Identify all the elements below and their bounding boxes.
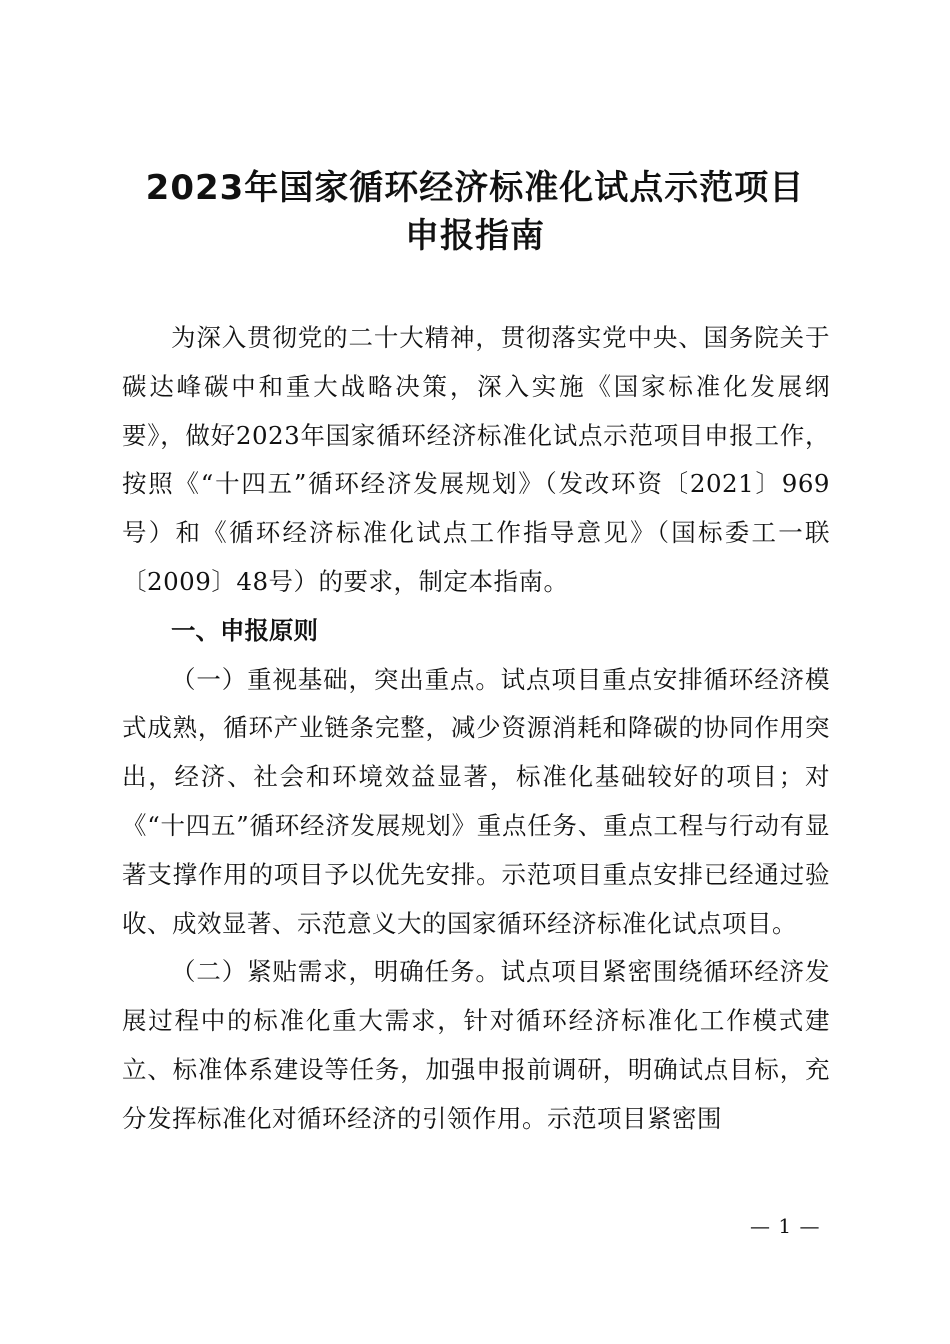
document-title-line-2: 申报指南 xyxy=(405,216,545,256)
section-heading-principles: 一、申报原则 xyxy=(171,615,318,645)
document-body xyxy=(122,314,830,1144)
principle-paragraph-2: （二）紧贴需求，明确任务。试点项目紧密围绕循环经济发展过程中的标准化重大需求，针对循环经济标准化工作模式建立、标准体系建设等任务，加强申报前调研，明确试点目标，充分发挥标准化对循环经济的引领作用。示范项目紧密围 xyxy=(122,957,830,1133)
intro-paragraph: 为深入贯彻党的二十大精神，贯彻落实党中央、国务院关于碳达峰碳中和重大战略决策，深入实施《国家标准化发展纲要》，做好2023年国家循环经济标准化试点示范项目申报工作，按照《“十四五”循环经济发展规划》（发改环资〔2021〕969号）和《循环经济标准化试点工作指导意见》（国标委工一联〔2009〕48号）的要求，制定本指南。 xyxy=(122,323,830,596)
document-title-line-1: 2023年国家循环经济标准化试点示范项目 xyxy=(145,168,805,208)
page-number: — 1 — xyxy=(750,1214,821,1238)
principle-paragraph-1: （一）重视基础，突出重点。试点项目重点安排循环经济模式成熟，循环产业链条完整，减少资源消耗和降碳的协同作用突出，经济、社会和环境效益显著，标准化基础较好的项目；对《“十四五”循环经济发展规划》重点任务、重点工程与行动有显著支撑作用的项目予以优先安排。示范项目重点安排已经通过验收、成效显著、示范意义大的国家循环经济标准化试点项目。 xyxy=(122,664,830,938)
